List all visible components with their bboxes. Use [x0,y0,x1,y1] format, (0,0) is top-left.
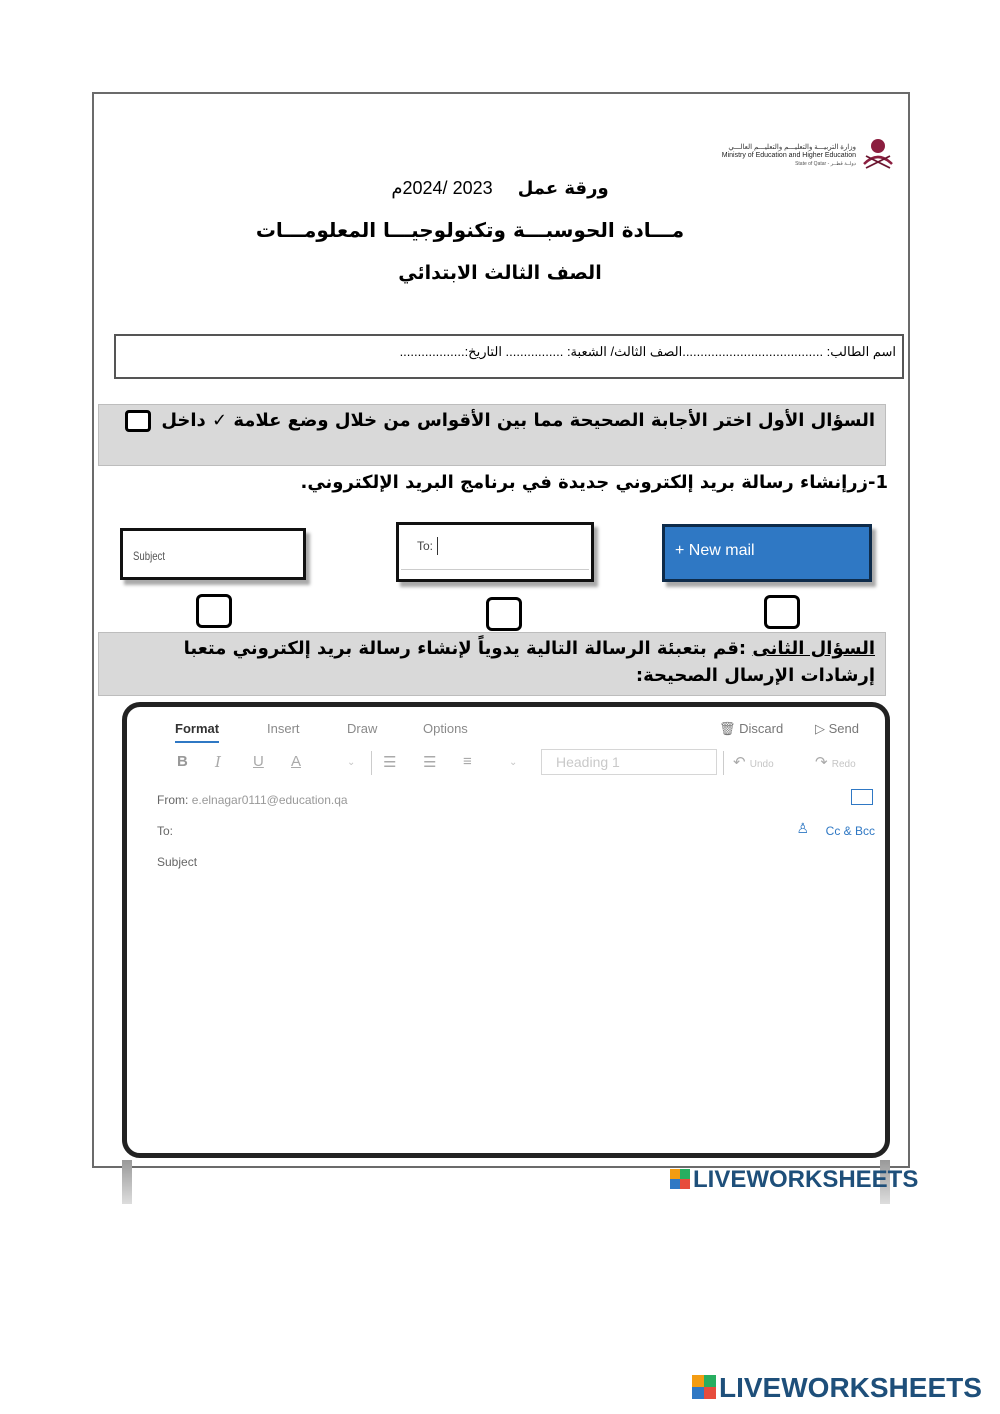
to-field[interactable] [157,824,173,838]
from-field [157,793,348,807]
qatar-emblem-icon [858,134,898,172]
heading-select[interactable] [541,749,717,775]
question1-band [98,404,886,466]
option-new-mail-label: + New mail [675,542,755,559]
trash-icon: 🗑 [719,721,736,736]
academic-year: 2023 /2024م [391,178,493,198]
subject-title: مـــادة الحوسبـــة وتكنولوجيـــا المعلومـــات [255,218,685,242]
redo-icon: ↷ [815,754,828,771]
option-to-image [396,522,594,582]
redo-button[interactable] [815,753,856,771]
send-label: Send [828,721,859,736]
frame-shadow [122,1160,132,1204]
liveworksheets-icon [692,1375,716,1399]
from-value: e.elnagar0111@education.qa [191,793,348,807]
italic-icon[interactable]: I [215,753,221,771]
underline-icon[interactable]: U [253,753,264,770]
student-info-box[interactable] [114,334,904,379]
answer-checkbox-to[interactable] [486,597,522,631]
undo-button[interactable] [733,753,774,771]
answer-checkbox-new-mail[interactable] [764,595,800,629]
answer-checkbox-subject[interactable] [196,594,232,628]
brand-text: LIVEWORKSHEETS [693,1166,919,1193]
discard-button[interactable] [719,721,783,737]
toolbar-divider [371,751,372,775]
question2-title: السؤال الثانى [752,638,875,659]
numbered-list-icon[interactable]: ☰ [423,754,437,771]
heading-select-value: Heading 1 [556,754,620,770]
text-caret [437,537,438,555]
tab-format[interactable]: Format [175,721,220,736]
redo-label: Redo [831,759,856,770]
undo-label: Undo [749,759,774,770]
tab-options[interactable]: Options [423,721,468,736]
option-subject-image [120,528,306,580]
send-icon: ▷ [815,721,825,736]
chevron-down-icon[interactable]: ⌄ [347,757,356,768]
option-subject-label: Subject [133,549,166,563]
from-label: From: [157,793,189,807]
brand-text: LIVEWORKSHEETS [719,1372,982,1403]
worksheet-label: ورقة عمل [517,178,609,199]
tab-insert[interactable]: Insert [267,721,300,736]
ministry-logo [700,134,900,172]
option-new-mail-image [662,524,872,582]
person-icon[interactable]: ♙ [796,820,809,836]
field-underline [401,569,589,570]
font-color-icon[interactable]: A [291,753,302,770]
option-to-label: To: [417,539,434,553]
popout-icon[interactable] [851,789,873,805]
worksheet-title [360,178,640,199]
subject-field[interactable] [157,855,197,869]
question2-text: :قم بتعبئة الرسالة التالية يدوياً لإنشاء رسالة بريد إلكتروني متعبا إرشادات الإرسال الصحيحة: [183,638,875,686]
tab-draw[interactable]: Draw [347,721,378,736]
bold-icon[interactable]: B [177,753,188,770]
question1-text: السؤال الأول اختر الأجابة الصحيحة مما بين الأقواس من خلال وضع علامة ✓ داخل [161,410,875,431]
liveworksheets-logo-footer [692,1372,982,1404]
toolbar-divider [723,751,724,775]
send-button[interactable] [815,721,859,737]
question1-item: 1-زرإنشاء رسالة بريد إلكتروني جديدة في برنامج البريد الإلكتروني. [300,472,888,493]
grade-title: الصف الثالث الابتدائي [398,262,602,284]
ministry-name-ar: وزارة التربيـــة والتعليـــم والتعليـــم العالـــي [728,144,856,151]
liveworksheets-logo [670,1166,918,1194]
to-label: To: [157,824,174,838]
inline-checkbox-icon [125,410,151,432]
question2-band [98,632,886,696]
state-name: State of Qatar - دولــة قطــر [795,161,856,167]
liveworksheets-icon [670,1169,690,1189]
align-icon[interactable]: ≡ [463,753,472,770]
bullet-list-icon[interactable]: ☰ [383,754,397,771]
chevron-down-icon[interactable]: ⌄ [509,757,518,768]
subject-label: Subject [157,855,198,869]
cc-bcc-button[interactable]: Cc & Bcc [825,824,875,838]
ministry-name-en: Ministry of Education and Higher Education [721,152,856,159]
mail-compose-window [122,702,890,1158]
format-toolbar [171,749,891,779]
discard-label: Discard [739,721,784,736]
student-info-text: اسم الطالب: .......................................الصف الثالث/ الشعبة: ................ التاريخ:.................. [399,344,896,359]
undo-icon: ↶ [733,754,746,771]
